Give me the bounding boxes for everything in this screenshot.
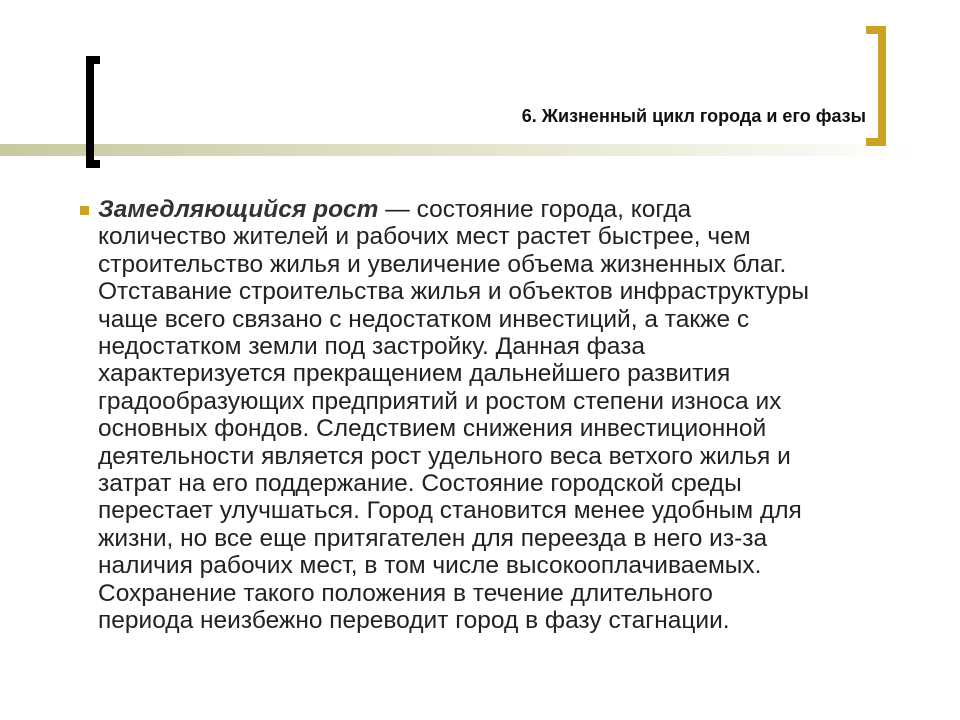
body-line: недостатком земли под застройку. Данная фаза (98, 333, 646, 361)
left-bracket-decoration (86, 56, 100, 168)
bullet-paragraph (98, 196, 948, 635)
body-line: основных фондов. Следствием снижения инвестиционной (98, 415, 767, 443)
body-line: Сохранение такого положения в течение длительного (98, 579, 713, 607)
body-line: перестает улучшаться. Город становится менее удобным для (98, 497, 802, 525)
body-line: Отставание строительства жилья и объектов инфраструктуры (98, 278, 809, 306)
body-line: чаще всего связано с недостатком инвестиций, а также с (98, 305, 750, 333)
bullet-square-icon (80, 206, 89, 215)
body-line: характеризуется прекращением дальнейшего развития (98, 360, 731, 388)
body-line: количество жителей и рабочих мест растет быстрее, чем (98, 223, 751, 251)
body-line: наличия рабочих мест, в том числе высокооплачиваемых. (98, 552, 762, 580)
title-underline-bar (0, 144, 915, 156)
body-line: жизни, но все еще притягателен для переезда в него из-за (98, 524, 768, 552)
body-line: периода неизбежно переводит город в фазу стагнации. (98, 607, 730, 635)
defined-term: Замедляющийся рост (98, 196, 379, 223)
right-bracket-decoration (866, 26, 886, 146)
body-line: — состояние города, когда (378, 196, 692, 223)
body-line: строительство жилья и увеличение объема жизненных благ. (98, 250, 787, 278)
body-line: затрат на его поддержание. Состояние городской среды (98, 470, 742, 498)
slide-title: 6. Жизненный цикл города и его фазы (521, 106, 866, 126)
body-line: деятельности является рост удельного веса ветхого жилья и (98, 442, 791, 470)
body-line: градообразующих предприятий и ростом степени износа их (98, 387, 782, 415)
